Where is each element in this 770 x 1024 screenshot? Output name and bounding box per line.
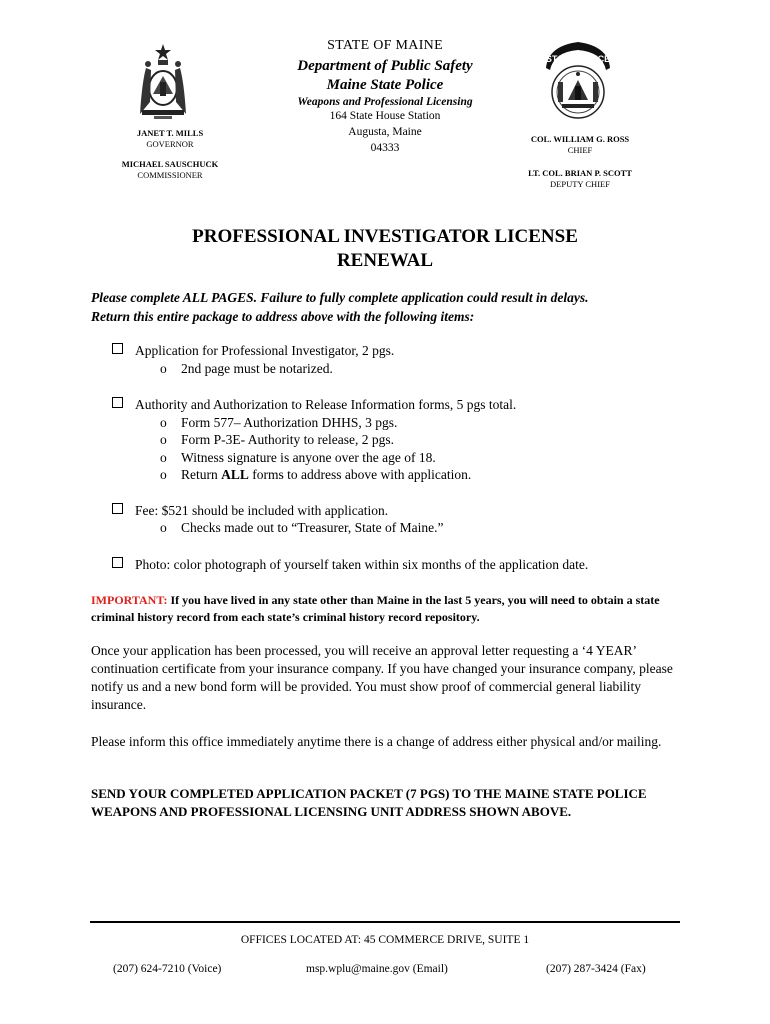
subitem-text: Return — [181, 467, 222, 482]
checkbox[interactable] — [112, 503, 123, 514]
checklist-label: Application for Professional Investigator, 2 pgs. — [135, 343, 395, 358]
footer-fax: (207) 287-3424 (Fax) — [546, 963, 646, 975]
title-line: RENEWAL — [336, 250, 434, 271]
commissioner-title: COMMISSIONER — [137, 170, 203, 180]
footer-office-address: OFFICES LOCATED AT: 45 COMMERCE DRIVE, SUITE 1 — [240, 934, 530, 946]
header-agency: Maine State Police — [326, 77, 444, 93]
subitem-text: Form 577– Authorization DHHS, 3 pgs. — [181, 415, 398, 430]
important-text: If you have lived in any state other than Maine in the last 5 years, you will need to obtain a state criminal history record from each state’s criminal history record repository. — [91, 593, 660, 624]
instruction-line: Please complete ALL PAGES. Failure to fully complete application could result in delays. — [91, 290, 589, 305]
checklist-item — [112, 342, 394, 360]
address-change-paragraph: Please inform this office immediately anytime there is a change of address either physical and/or mailing. — [91, 734, 662, 749]
governor-name: JANET T. MILLS — [136, 128, 204, 138]
subitem-text: forms to address above with application. — [248, 467, 472, 482]
subitem-bold: ALL — [221, 467, 249, 482]
instruction-line: Return this entire package to address above with the following items: — [91, 309, 475, 324]
checklist-subitem: o Return ALL forms to address above with application. — [160, 467, 472, 482]
checklist-label: Fee: $521 should be included with application. — [135, 503, 389, 518]
checklist-subitem: o Checks made out to “Treasurer, State of Maine.” — [160, 520, 444, 535]
checkbox[interactable] — [112, 397, 123, 408]
checklist-subitem: o Witness signature is anyone over the age of 18. — [160, 450, 436, 465]
deputy-chief-title: DEPUTY CHIEF — [550, 179, 610, 189]
commissioner-name: MICHAEL SAUSCHUCK — [121, 159, 219, 169]
checklist-label: Authority and Authorization to Release Information forms, 5 pgs total. — [135, 397, 517, 412]
footer-divider — [90, 921, 680, 923]
checklist-item — [112, 502, 388, 520]
header-department: Department of Public Safety — [297, 58, 473, 74]
footer-voice: (207) 624-7210 (Voice) — [113, 963, 222, 975]
header-state: STATE OF MAINE — [327, 38, 443, 53]
processing-paragraph: Once your application has been processed, you will receive an approval letter requesting a ‘4 YEAR’ continuation certificate from your insurance company. If you have changed your insurance company, please notify us and a new bond form will be provided. You must show proof of commercial general liability insurance. — [91, 643, 673, 712]
page-title — [0, 225, 770, 273]
checklist-subitem: o Form P-3E- Authority to release, 2 pgs. — [160, 432, 394, 447]
header-unit: Weapons and Professional Licensing — [297, 96, 473, 108]
checklist-subitem: o Form 577– Authorization DHHS, 3 pgs. — [160, 415, 398, 430]
subitem-text: Witness signature is anyone over the age of 18. — [181, 450, 436, 465]
header-address-line: 04333 — [370, 142, 400, 154]
header-address-line: Augusta, Maine — [348, 126, 422, 138]
checkbox[interactable] — [112, 343, 123, 354]
badge-text: STATE POLICE — [545, 54, 611, 64]
instructions — [91, 288, 711, 326]
send-notice: SEND YOUR COMPLETED APPLICATION PACKET (7 PGS) TO THE MAINE STATE POLICE WEAPONS AND PROFESSIONAL LICENSING UNIT ADDRESS SHOWN ABOVE. — [91, 786, 647, 819]
checklist-item — [112, 396, 516, 414]
checkbox[interactable] — [112, 557, 123, 568]
chief-title: CHIEF — [567, 145, 593, 155]
important-label: IMPORTANT: — [91, 593, 168, 607]
checklist-label: Photo: color photograph of yourself taken within six months of the application date. — [135, 557, 589, 572]
important-notice — [91, 592, 691, 626]
subitem-text: Form P-3E- Authority to release, 2 pgs. — [181, 432, 394, 447]
header-address-line: 164 State House Station — [329, 110, 441, 122]
chief-name: COL. WILLIAM G. ROSS — [530, 134, 630, 144]
footer-email[interactable]: msp.wplu@maine.gov (Email) — [306, 963, 448, 975]
checklist-subitem: o 2nd page must be notarized. — [160, 361, 333, 376]
governor-title: GOVERNOR — [146, 139, 194, 149]
checklist-item — [112, 556, 588, 574]
title-line: PROFESSIONAL INVESTIGATOR LICENSE — [192, 226, 578, 247]
deputy-chief-name: LT. COL. BRIAN P. SCOTT — [528, 168, 632, 178]
subitem-text: 2nd page must be notarized. — [181, 361, 333, 376]
subitem-text: Checks made out to “Treasurer, State of Maine.” — [181, 520, 444, 535]
